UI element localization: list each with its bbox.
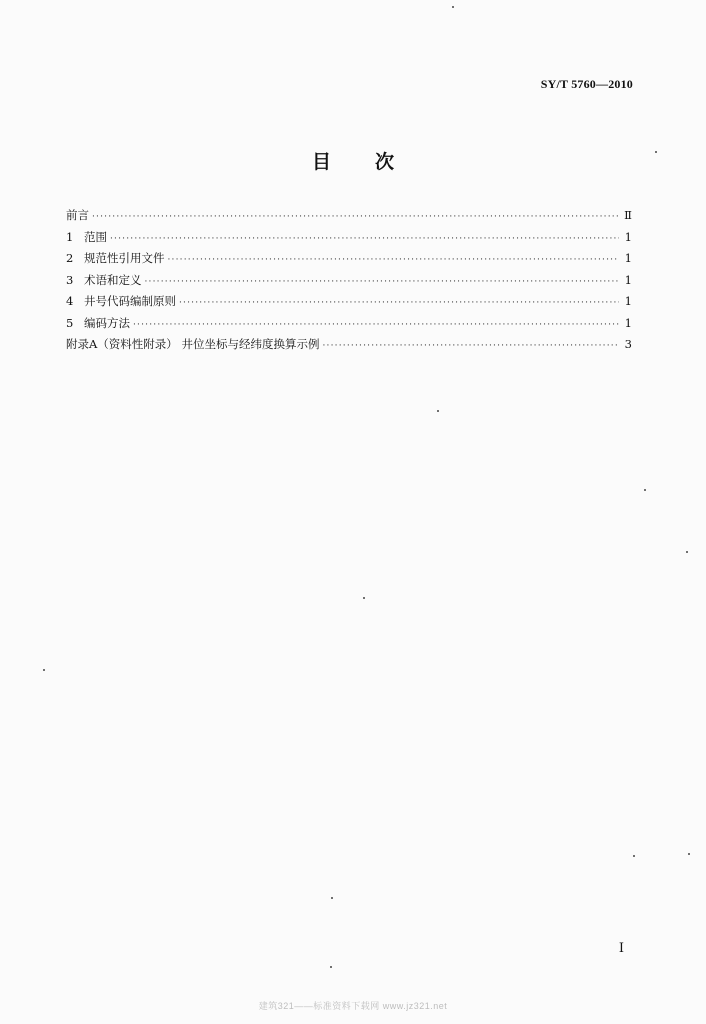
- page-number: Ⅰ: [618, 941, 624, 956]
- toc-entry-title: 井号代码编制原则: [84, 294, 176, 308]
- toc-leader-dots: [92, 208, 619, 228]
- toc-entry-title: 范围: [84, 229, 107, 244]
- toc-leader-dots: [168, 251, 620, 271]
- toc-entry-number: 5: [66, 315, 74, 330]
- toc-leader-dots: [322, 337, 619, 357]
- toc-entry-page: 1: [624, 229, 632, 244]
- toc-entry-page: 1: [624, 251, 632, 265]
- scan-speck: [330, 966, 332, 968]
- toc-entry-title: 前言: [66, 208, 89, 222]
- toc-entry-page: 1: [624, 315, 632, 330]
- toc-leader-dots: [179, 294, 619, 314]
- toc-entry-5[interactable]: [66, 314, 632, 336]
- toc-entry-title: 术语和定义: [84, 272, 142, 287]
- title-char-1: 目: [311, 151, 331, 173]
- toc-leader-dots: [145, 273, 620, 293]
- toc-entry-page: 3: [624, 337, 632, 351]
- scan-speck: [686, 551, 688, 553]
- toc-entry-3[interactable]: [66, 271, 632, 293]
- toc-entry-page: Ⅱ: [624, 208, 632, 222]
- toc-leader-dots: [110, 230, 619, 250]
- toc-entry-2[interactable]: [66, 249, 632, 271]
- toc-entry-title: 编码方法: [84, 315, 130, 330]
- toc-entry-number: 4: [66, 294, 74, 308]
- scan-speck: [452, 6, 454, 8]
- toc-entry-title: 附录A（资料性附录） 井位坐标与经纬度换算示例: [66, 337, 320, 351]
- toc-leader-dots: [133, 316, 619, 336]
- toc-entry-appendix-a[interactable]: [66, 335, 632, 357]
- toc-entry-1[interactable]: [66, 228, 632, 250]
- title-char-2: 次: [375, 151, 395, 173]
- toc-entry-number: 1: [66, 229, 74, 244]
- table-of-contents: [66, 206, 632, 357]
- scan-speck: [688, 853, 690, 855]
- page-title: [0, 147, 706, 174]
- scan-speck: [633, 855, 635, 857]
- toc-entry-page: 1: [624, 272, 632, 287]
- toc-entry-4[interactable]: [66, 292, 632, 314]
- scan-speck: [437, 410, 439, 412]
- toc-entry-title: 规范性引用文件: [84, 251, 165, 265]
- toc-entry-page: 1: [624, 294, 632, 308]
- scan-speck: [655, 151, 657, 153]
- scan-speck: [43, 669, 45, 671]
- scan-speck: [363, 597, 365, 599]
- scan-speck: [644, 489, 646, 491]
- toc-entry-foreword[interactable]: [66, 206, 632, 228]
- standard-code: SY/T 5760—2010: [540, 77, 633, 91]
- toc-entry-number: 2: [66, 251, 74, 265]
- footer-watermark: 建筑321——标准资料下载网 www.jz321.net: [258, 1001, 448, 1011]
- toc-entry-number: 3: [66, 272, 74, 287]
- scan-speck: [331, 897, 333, 899]
